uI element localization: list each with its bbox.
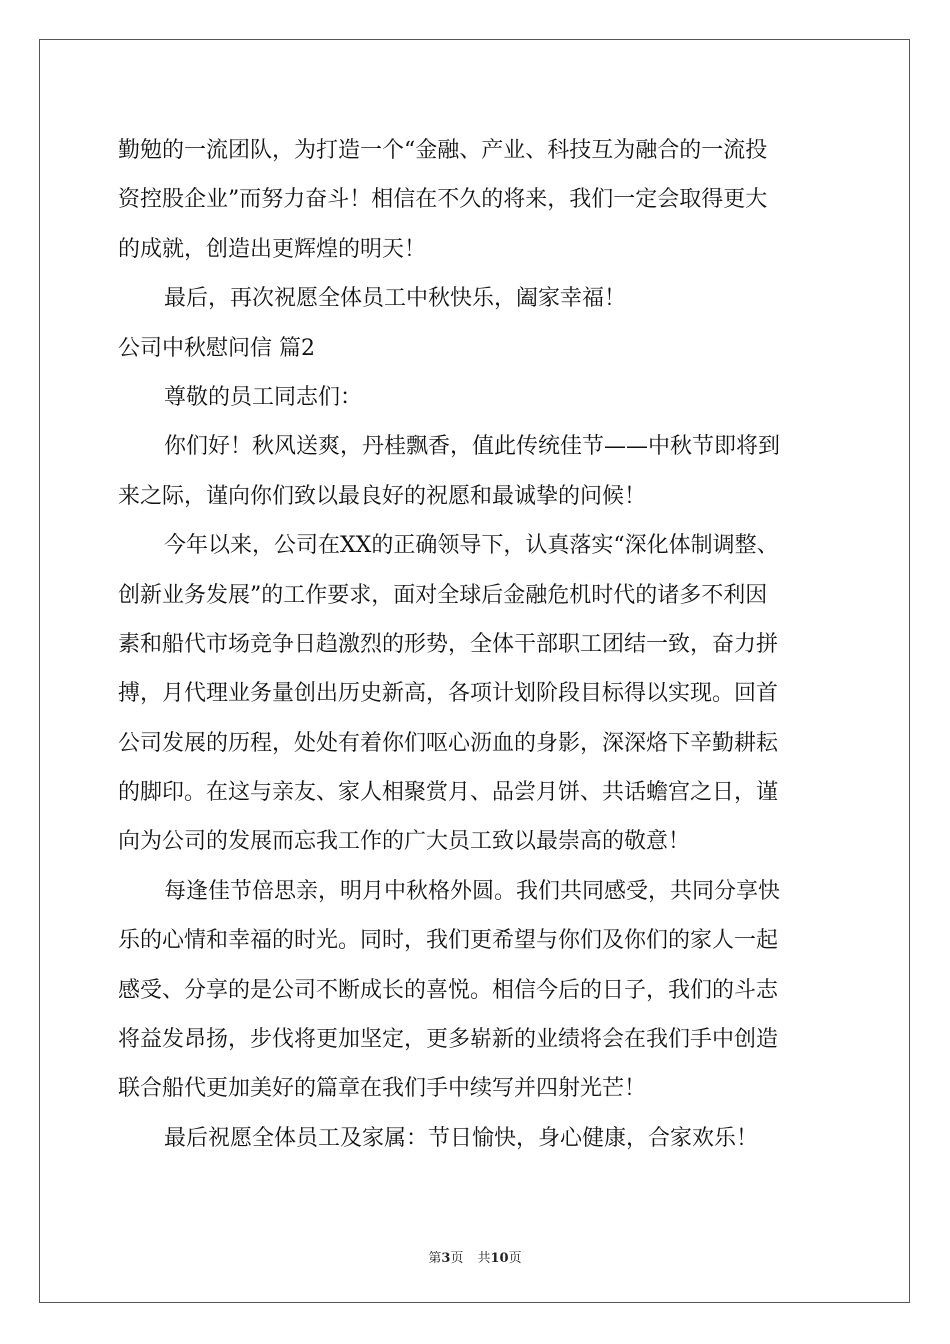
text-line: 的脚印。在这与亲友、家人相聚赏月、品尝月饼、共话蟾宫之日，谨 <box>118 780 779 806</box>
text-line: 资控股企业”而努力奋斗！相信在不久的将来，我们一定会取得更大 <box>118 187 768 213</box>
text-line: 最后，再次祝愿全体员工中秋快乐，阖家幸福！ <box>164 286 627 312</box>
page-number: 3 <box>441 1251 451 1266</box>
text-line: 乐的心情和幸福的时光。同时，我们更希望与你们及你们的家人一起 <box>118 928 779 954</box>
text-line: 创新业务发展”的工作要求，面对全球后金融危机时代的诸多不利因 <box>118 582 768 608</box>
page-suffix: 页 <box>450 1251 464 1266</box>
text-line: 今年以来，公司在XX的正确领导下，认真落实“深化体制调整、 <box>164 533 779 559</box>
document-body <box>118 126 834 1163</box>
page-footer <box>0 1247 950 1266</box>
total-suffix: 页 <box>508 1251 522 1266</box>
text-line: 将益发昂扬，步伐将更加坚定，更多崭新的业绩将会在我们手中创造 <box>118 1027 779 1053</box>
total-pages: 10 <box>490 1251 509 1266</box>
total-prefix: 共 <box>477 1251 491 1266</box>
text-line: 每逢佳节倍思亲，明月中秋格外圆。我们共同感受，共同分享快 <box>164 878 781 904</box>
text-line: 来之际，谨向你们致以最良好的祝愿和最诚挚的问候！ <box>118 483 647 509</box>
text-line: 素和船代市场竞争日趋激烈的形势，全体干部职工团结一致，奋力拼 <box>118 631 779 657</box>
page-prefix: 第 <box>428 1251 442 1266</box>
text-line: 最后祝愿全体员工及家属：节日愉快，身心健康，合家欢乐！ <box>164 1125 759 1151</box>
salutation: 尊敬的员工同志们： <box>164 384 363 410</box>
section-heading: 公司中秋慰问信 篇2 <box>118 335 315 361</box>
text-line: 联合船代更加美好的篇章在我们手中续写并四射光芒！ <box>118 1076 647 1102</box>
text-line: 勤勉的一流团队，为打造一个“金融、产业、科技互为融合的一流投 <box>118 138 768 163</box>
text-line: 感受、分享的是公司不断成长的喜悦。相信今后的日子，我们的斗志 <box>118 977 779 1003</box>
text-line: 向为公司的发展而忘我工作的广大员工致以最崇高的敬意！ <box>118 829 691 855</box>
text-line: 你们好！秋风送爽，丹桂飘香，值此传统佳节——中秋节即将到 <box>164 434 781 460</box>
text-line: 搏，月代理业务量创出历史新高，各项计划阶段目标得以实现。回首 <box>118 681 779 707</box>
text-line: 的成就，创造出更辉煌的明天！ <box>118 236 427 262</box>
text-line: 公司发展的历程，处处有着你们呕心沥血的身影，深深烙下辛勤耕耘 <box>118 730 779 756</box>
